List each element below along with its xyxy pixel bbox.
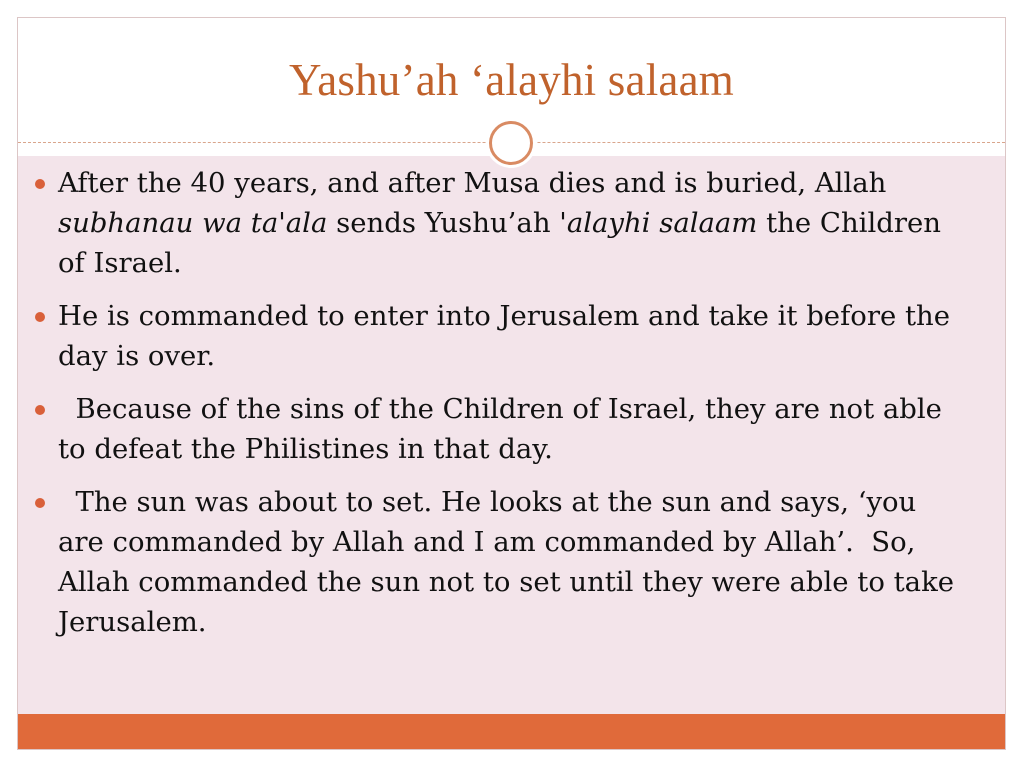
bullet-item-3 (35, 389, 970, 469)
circle-ornament-ring-icon (489, 121, 533, 165)
bullet-item-2 (35, 296, 970, 376)
bullet-text-segment: Because of the sins of the Children of Israel, they are not able to defeat the Philistines in that day. (58, 393, 942, 465)
bullet-list (35, 163, 970, 655)
round-bullet-icon (35, 312, 45, 322)
bullet-item-4 (35, 482, 970, 642)
footer-bar (18, 714, 1005, 749)
bullet-text-segment: sends Yushu’ah (327, 207, 560, 239)
bullet-text-segment: After the 40 years, and after Musa dies and is buried, Allah (58, 167, 887, 199)
round-bullet-icon (35, 498, 45, 508)
slide-title: Yashu’ah ‘alayhi salaam (289, 55, 734, 105)
bullet-text-segment: The sun was about to set. He looks at the sun and says, ‘you are commanded by Allah and I am commanded by Allah’. So, Allah commanded the sun not to set until they were able to take Jerusalem. (58, 486, 955, 638)
bullet-text-italic: subhanau wa ta'ala (58, 207, 328, 239)
bullet-text-italic: 'alayhi salaam (559, 207, 758, 239)
bullet-text-segment: He is commanded to enter into Jerusalem and take it before the day is over. (58, 300, 951, 372)
round-bullet-icon (35, 179, 45, 189)
bullet-text-segment: the Children of Israel. (58, 207, 941, 279)
round-bullet-icon (35, 405, 45, 415)
bullet-item-1 (35, 163, 970, 283)
